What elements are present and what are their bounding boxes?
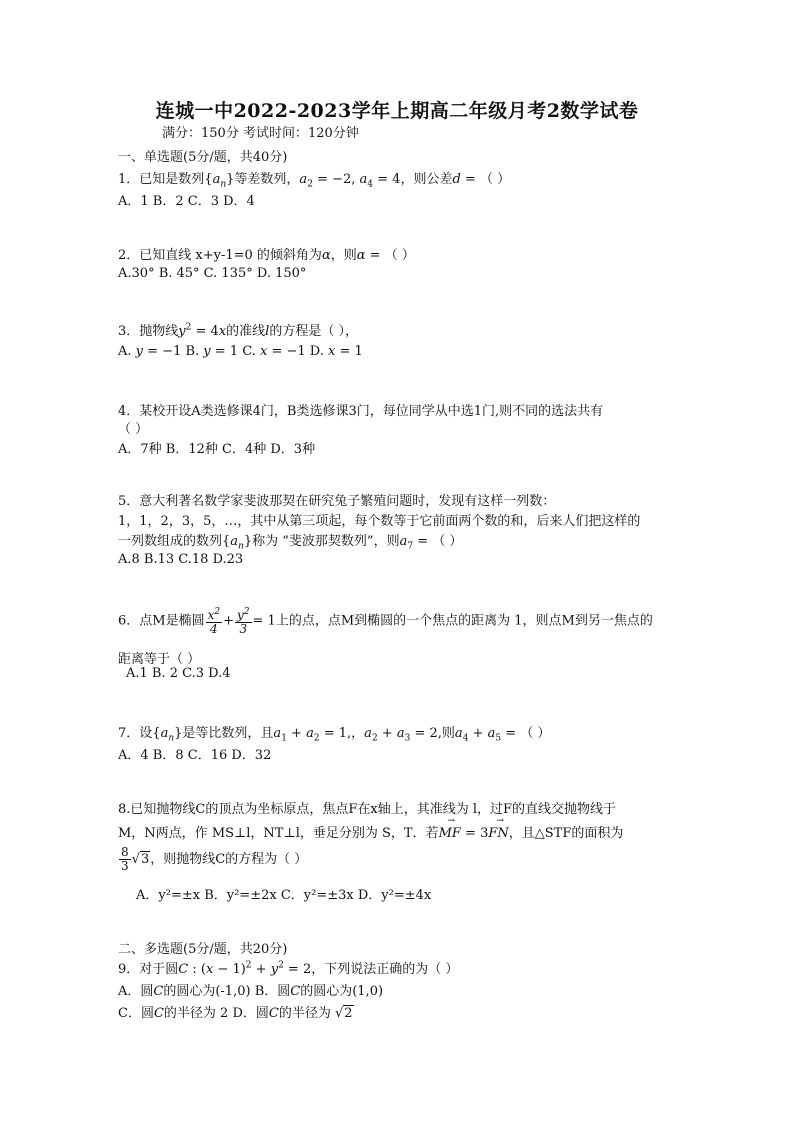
question-3: 3．抛物线$y^2 = 4x$的准线l的方程是（ ），: [118, 322, 358, 339]
question-2-options: A.30° B. 45° C. 135° D. 150°: [118, 266, 307, 281]
question-6: 6．点M是椭圆 $\frac{x^2}{4}$ + $\frac{y^2}{3}$ = 1上的点，点M到椭圆的一个焦点的距离为 1，则点M到另一焦点的: [118, 607, 653, 636]
question-5-line2: 1，1，2，3，5，…，其中从第三项起，每个数等于它前面两个数的和，后来人们把这样的: [118, 514, 641, 529]
question-9-options-cd: C．圆C的半径为 2 D．圆C的半径为 √2: [118, 1006, 353, 1021]
section-single-choice: 一、单选题(5分/题，共40分): [118, 150, 288, 165]
question-9: 9．对于圆C : $(x - 1)^2 + y^2 = 2$，下列说法正确的为（ ）: [118, 960, 459, 977]
question-6-options: A.1 B. 2 C.3 D.4: [126, 666, 231, 681]
exam-title: 连城一中2022-2023学年上期高二年级月考2数学试卷: [155, 100, 639, 122]
question-4: 4．某校开设A类选修课4门，B类选修课3门，每位同学从中选1门,则不同的选法共有: [118, 404, 604, 419]
question-8-options: A．y²=±x B．y²=±2x C．y²=±3x D．y²=±4x: [136, 888, 432, 903]
question-8-line2: M，N两点，作 MS⊥l，NT⊥l，垂足分别为 S，T．若→ MF = 3→ FN，且△STF的面积为: [118, 822, 623, 841]
question-3-options: A. y = −1 B. y = 1 C. x = −1 D. x = 1: [118, 344, 363, 359]
question-1-options: A．1 B．2 C．3 D．4: [118, 194, 255, 209]
question-1: 1．已知是数列$\{a_n\}$等差数列，$a_2 = -2$, $a_4 = 4$，则公差d = （ ）: [118, 172, 511, 190]
question-9-options-ab: A．圆C的圆心为(-1,0) B．圆C的圆心为(1,0): [118, 984, 384, 999]
question-7: 7．设$\{a_n\}$是等比数列，且$a_1 + a_2 = 1$,，$a_2 + a_3 = 2$,则$a_4 + a_5$ = （ ）: [118, 726, 551, 744]
question-4-paren: （ ）: [118, 422, 149, 437]
question-5-line1: 5．意大利著名数学家斐波那契在研究兔子繁殖问题时，发现有这样一列数：: [118, 494, 556, 509]
exam-subtitle: 满分：150分 考试时间：120分钟: [162, 126, 359, 141]
question-8-line3: $\frac{8}{3}$ √3，则抛物线C的方程为（ ）: [121, 845, 308, 873]
question-5-options: A.8 B.13 C.18 D.23: [118, 552, 244, 567]
section-multi-choice: 二、多选题(5分/题，共20分): [118, 942, 288, 957]
question-2: 2．已知直线 x+y-1=0 的倾斜角为α，则α = （ ）: [118, 248, 415, 263]
question-6-line2: 距离等于（ ）: [118, 652, 201, 667]
question-7-options: A．4 B．8 C．16 D．32: [118, 748, 272, 763]
question-8-line1: 8.已知抛物线C的顶点为坐标原点，焦点F在x轴上，其准线为 l，过F的直线交抛物线于: [118, 802, 617, 817]
question-5-line3: 一列数组成的数列$\{a_n\}$称为 “斐波那契数列”，则$a_7$ = （ ）: [118, 534, 463, 552]
question-4-options: A．7种 B．12种 C．4种 D．3种: [118, 442, 316, 457]
